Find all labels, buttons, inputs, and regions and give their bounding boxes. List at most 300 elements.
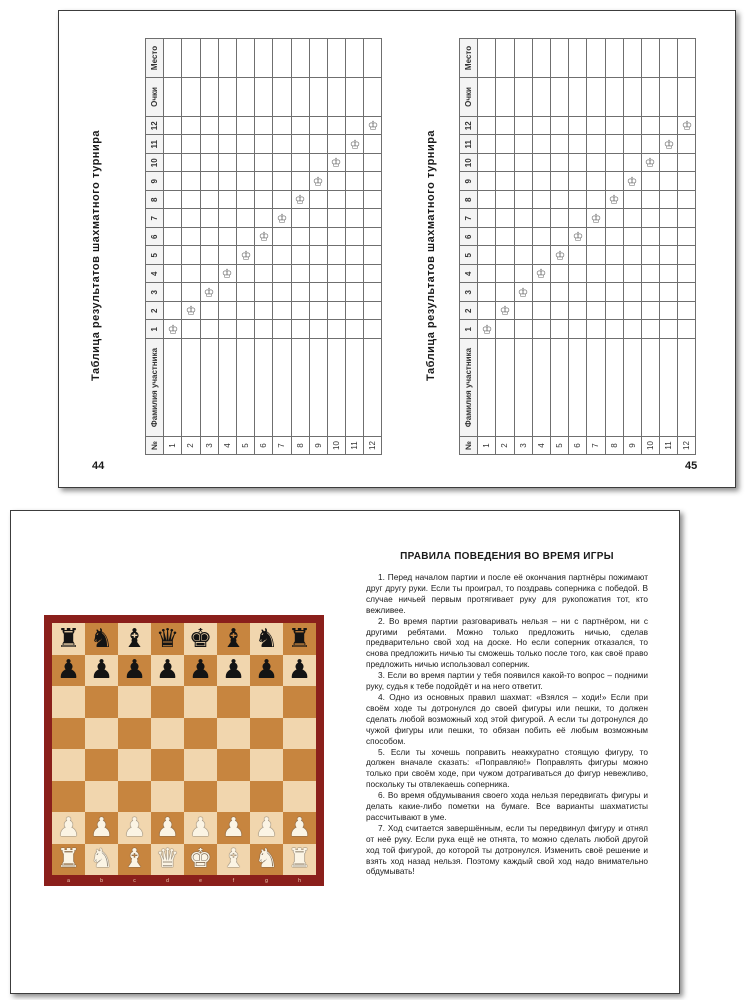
result-cell	[236, 320, 254, 339]
header-round: 1	[146, 320, 164, 339]
black-rook-icon: ♜	[56, 623, 81, 654]
result-cell	[327, 283, 345, 302]
black-pawn-icon: ♟	[221, 655, 246, 686]
result-cell	[346, 246, 364, 265]
result-cell	[478, 228, 496, 247]
result-cell	[218, 117, 236, 136]
result-cell	[550, 209, 568, 228]
result-cell	[182, 191, 200, 210]
result-cell	[678, 154, 696, 173]
result-cell	[605, 154, 623, 173]
board-square	[283, 655, 316, 687]
white-king-icon: ♔	[312, 174, 324, 189]
board-square	[283, 623, 316, 655]
result-cell	[273, 172, 291, 191]
result-cell	[364, 228, 382, 247]
result-cell	[327, 117, 345, 136]
surname-cell	[273, 339, 291, 437]
white-king-icon: ♔	[331, 155, 342, 170]
surname-cell	[164, 339, 182, 437]
result-cell	[478, 117, 496, 136]
row-number: 3	[200, 437, 218, 455]
result-cell	[273, 283, 291, 302]
result-cell	[660, 191, 678, 210]
header-round: 6	[460, 228, 478, 247]
result-cell	[660, 302, 678, 321]
white-king-icon: ♔	[499, 303, 511, 318]
place-cell	[182, 39, 200, 78]
board-square	[184, 781, 217, 813]
white-pawn-icon: ♟	[89, 812, 114, 843]
place-cell	[364, 39, 382, 78]
place-cell	[291, 39, 309, 78]
row-number: 6	[569, 437, 587, 455]
top-page-spread	[58, 10, 736, 488]
result-cell	[236, 154, 254, 173]
result-cell	[587, 246, 605, 265]
white-bishop-icon: ♝	[221, 844, 246, 875]
result-cell	[200, 154, 218, 173]
white-rook-icon: ♜	[287, 844, 312, 875]
result-cell	[532, 135, 550, 154]
result-cell	[182, 265, 200, 284]
table-row	[200, 39, 218, 455]
white-king-icon: ♚	[188, 844, 213, 875]
diagonal-cell	[587, 209, 605, 228]
result-cell	[532, 154, 550, 173]
result-cell	[309, 283, 327, 302]
black-pawn-icon: ♟	[56, 655, 81, 686]
result-cell	[623, 320, 641, 339]
board-square	[151, 655, 184, 687]
result-cell	[587, 283, 605, 302]
white-king-icon: ♔	[240, 248, 251, 263]
points-cell	[164, 78, 182, 117]
rule-paragraph: 3. Если во время партии у тебя появился какой-то вопрос – подними руку, судья к тебе подойдёт и на него ответит.	[366, 670, 648, 692]
result-cell	[164, 172, 182, 191]
board-square	[283, 781, 316, 813]
result-cell	[273, 117, 291, 136]
result-cell	[641, 172, 659, 191]
table-row	[309, 39, 327, 455]
board-square	[250, 655, 283, 687]
board-square	[151, 781, 184, 813]
board-square	[250, 781, 283, 813]
result-cell	[218, 228, 236, 247]
board-square	[151, 623, 184, 655]
table-row	[623, 39, 641, 455]
white-king-icon: ♔	[535, 266, 547, 281]
board-square	[283, 812, 316, 844]
white-king-icon: ♔	[663, 137, 675, 152]
result-cell	[478, 283, 496, 302]
white-queen-icon: ♛	[155, 844, 180, 875]
result-cell	[164, 283, 182, 302]
result-cell	[514, 191, 532, 210]
table-row	[218, 39, 236, 455]
result-cell	[200, 265, 218, 284]
place-cell	[236, 39, 254, 78]
result-cell	[532, 209, 550, 228]
result-cell	[273, 320, 291, 339]
diagonal-cell	[327, 154, 345, 173]
white-king-icon: ♔	[590, 211, 602, 226]
chessboard	[44, 615, 324, 886]
diagonal-cell	[182, 302, 200, 321]
result-cell	[182, 283, 200, 302]
result-cell	[327, 265, 345, 284]
header-points: Очки	[146, 78, 164, 117]
result-cell	[514, 265, 532, 284]
board-square	[250, 844, 283, 876]
result-cell	[327, 209, 345, 228]
result-cell	[569, 209, 587, 228]
board-square	[151, 844, 184, 876]
white-pawn-icon: ♟	[221, 812, 246, 843]
result-cell	[514, 117, 532, 136]
header-round: 11	[146, 135, 164, 154]
result-cell	[587, 172, 605, 191]
file-label: e	[199, 878, 202, 884]
result-cell	[605, 135, 623, 154]
result-cell	[346, 117, 364, 136]
header-place: Место	[460, 39, 478, 78]
result-cell	[623, 209, 641, 228]
place-cell	[218, 39, 236, 78]
result-cell	[514, 228, 532, 247]
result-cell	[478, 209, 496, 228]
result-cell	[569, 154, 587, 173]
result-cell	[218, 246, 236, 265]
header-round: 4	[460, 265, 478, 284]
result-cell	[478, 191, 496, 210]
points-cell	[309, 78, 327, 117]
result-cell	[200, 209, 218, 228]
board-square	[217, 718, 250, 750]
result-cell	[587, 265, 605, 284]
white-king-icon: ♔	[221, 266, 233, 281]
result-cell	[346, 265, 364, 284]
diagonal-cell	[309, 172, 327, 191]
surname-cell	[623, 339, 641, 437]
surname-cell	[346, 339, 364, 437]
table-row	[514, 39, 532, 455]
result-cell	[605, 246, 623, 265]
result-cell	[587, 154, 605, 173]
table-row	[182, 39, 200, 455]
table-row	[496, 39, 514, 455]
result-cell	[532, 320, 550, 339]
result-cell	[291, 246, 309, 265]
result-cell	[514, 172, 532, 191]
white-king-icon: ♔	[276, 211, 288, 226]
result-cell	[164, 154, 182, 173]
chessboard-squares	[52, 623, 316, 875]
result-cell	[569, 172, 587, 191]
row-number: 10	[327, 437, 345, 455]
result-cell	[255, 154, 273, 173]
black-rook-icon: ♜	[287, 623, 312, 654]
board-square	[250, 749, 283, 781]
result-cell	[641, 265, 659, 284]
diagonal-cell	[200, 283, 218, 302]
result-cell	[514, 209, 532, 228]
row-number: 7	[273, 437, 291, 455]
white-pawn-icon: ♟	[287, 812, 312, 843]
result-cell	[164, 191, 182, 210]
result-cell	[641, 302, 659, 321]
white-king-icon: ♔	[626, 174, 638, 189]
black-pawn-icon: ♟	[287, 655, 312, 686]
diagonal-cell	[532, 265, 550, 284]
diagonal-cell	[255, 228, 273, 247]
black-pawn-icon: ♟	[89, 655, 114, 686]
file-label: g	[265, 878, 268, 884]
board-square	[217, 844, 250, 876]
result-cell	[641, 320, 659, 339]
board-square	[118, 781, 151, 813]
diagonal-cell	[678, 117, 696, 136]
diagonal-cell	[291, 191, 309, 210]
result-cell	[532, 283, 550, 302]
table-row	[605, 39, 623, 455]
result-cell	[660, 154, 678, 173]
surname-cell	[587, 339, 605, 437]
row-number: 8	[291, 437, 309, 455]
result-cell	[641, 209, 659, 228]
result-cell	[309, 302, 327, 321]
row-number: 2	[496, 437, 514, 455]
result-cell	[346, 191, 364, 210]
board-square	[85, 655, 118, 687]
result-cell	[569, 320, 587, 339]
result-cell	[236, 228, 254, 247]
board-square	[52, 812, 85, 844]
place-cell	[605, 39, 623, 78]
place-cell	[587, 39, 605, 78]
result-cell	[496, 117, 514, 136]
white-king-icon: ♔	[294, 192, 306, 207]
result-cell	[605, 228, 623, 247]
result-cell	[478, 302, 496, 321]
surname-cell	[200, 339, 218, 437]
result-cell	[236, 172, 254, 191]
result-cell	[587, 191, 605, 210]
result-cell	[605, 320, 623, 339]
result-cell	[200, 191, 218, 210]
result-cell	[346, 172, 364, 191]
points-cell	[641, 78, 659, 117]
points-cell	[550, 78, 568, 117]
table-row	[641, 39, 659, 455]
diagonal-cell	[346, 135, 364, 154]
result-cell	[327, 172, 345, 191]
file-label: c	[133, 878, 136, 884]
white-king-icon: ♔	[681, 118, 693, 133]
board-square	[52, 781, 85, 813]
result-cell	[236, 283, 254, 302]
board-square	[52, 749, 85, 781]
result-cell	[346, 228, 364, 247]
result-cell	[164, 302, 182, 321]
result-cell	[291, 172, 309, 191]
diagonal-cell	[605, 191, 623, 210]
result-cell	[182, 135, 200, 154]
board-square	[52, 844, 85, 876]
result-cell	[678, 302, 696, 321]
white-king-icon: ♔	[258, 229, 270, 244]
board-square	[250, 812, 283, 844]
result-cell	[346, 154, 364, 173]
result-cell	[678, 228, 696, 247]
white-knight-icon: ♞	[89, 844, 114, 875]
white-pawn-icon: ♟	[254, 812, 279, 843]
diagonal-cell	[550, 246, 568, 265]
board-square	[151, 686, 184, 718]
result-cell	[309, 265, 327, 284]
result-cell	[200, 135, 218, 154]
header-round: 8	[146, 191, 164, 210]
points-cell	[327, 78, 345, 117]
result-cell	[550, 117, 568, 136]
result-cell	[496, 209, 514, 228]
board-square	[52, 623, 85, 655]
right-results-table	[459, 38, 696, 455]
result-cell	[273, 246, 291, 265]
diagonal-cell	[478, 320, 496, 339]
table-row	[236, 39, 254, 455]
header-round: 9	[146, 172, 164, 191]
rules-title: ПРАВИЛА ПОВЕДЕНИЯ ВО ВРЕМЯ ИГРЫ	[400, 551, 614, 562]
result-cell	[182, 320, 200, 339]
result-cell	[273, 135, 291, 154]
result-cell	[255, 117, 273, 136]
result-cell	[291, 117, 309, 136]
result-cell	[569, 117, 587, 136]
table-row	[678, 39, 696, 455]
result-cell	[255, 135, 273, 154]
header-round: 7	[460, 209, 478, 228]
result-cell	[346, 283, 364, 302]
header-round: 3	[460, 283, 478, 302]
header-round: 12	[146, 117, 164, 136]
left-results-table	[145, 38, 382, 455]
board-square	[184, 749, 217, 781]
result-cell	[236, 191, 254, 210]
result-cell	[327, 320, 345, 339]
diagonal-cell	[496, 302, 514, 321]
result-cell	[569, 191, 587, 210]
result-cell	[550, 265, 568, 284]
result-cell	[514, 135, 532, 154]
result-cell	[218, 320, 236, 339]
black-bishop-icon: ♝	[122, 623, 147, 654]
points-cell	[569, 78, 587, 117]
black-knight-icon: ♞	[89, 623, 114, 654]
surname-cell	[309, 339, 327, 437]
header-number: №	[146, 437, 164, 455]
board-square	[85, 686, 118, 718]
result-cell	[623, 135, 641, 154]
result-cell	[273, 265, 291, 284]
points-cell	[532, 78, 550, 117]
rules-section	[366, 551, 648, 877]
result-cell	[587, 228, 605, 247]
white-pawn-icon: ♟	[155, 812, 180, 843]
result-cell	[200, 302, 218, 321]
result-cell	[569, 265, 587, 284]
row-number: 12	[364, 437, 382, 455]
result-cell	[641, 246, 659, 265]
table-row	[273, 39, 291, 455]
surname-cell	[364, 339, 382, 437]
result-cell	[218, 209, 236, 228]
black-knight-icon: ♞	[254, 623, 279, 654]
file-label: f	[232, 878, 235, 884]
place-cell	[478, 39, 496, 78]
points-cell	[364, 78, 382, 117]
white-king-icon: ♔	[185, 303, 197, 318]
surname-cell	[182, 339, 200, 437]
header-round: 9	[460, 172, 478, 191]
result-cell	[569, 283, 587, 302]
row-number: 10	[641, 437, 659, 455]
board-square	[151, 718, 184, 750]
result-cell	[164, 265, 182, 284]
file-label: b	[100, 878, 103, 884]
board-square	[250, 623, 283, 655]
result-cell	[550, 228, 568, 247]
result-cell	[496, 172, 514, 191]
result-cell	[236, 135, 254, 154]
board-square	[118, 686, 151, 718]
board-square	[217, 812, 250, 844]
result-cell	[291, 265, 309, 284]
result-cell	[532, 302, 550, 321]
header-surname: Фамилия участника	[460, 339, 478, 437]
header-points: Очки	[460, 78, 478, 117]
board-square	[217, 655, 250, 687]
diagonal-cell	[641, 154, 659, 173]
table-row	[478, 39, 496, 455]
points-cell	[200, 78, 218, 117]
header-round: 2	[460, 302, 478, 321]
points-cell	[514, 78, 532, 117]
result-cell	[309, 228, 327, 247]
result-cell	[164, 209, 182, 228]
result-cell	[496, 135, 514, 154]
place-cell	[496, 39, 514, 78]
board-square	[118, 655, 151, 687]
white-king-icon: ♔	[167, 322, 179, 337]
white-king-icon: ♔	[481, 322, 493, 337]
rule-paragraph: 7. Ход считается завершённым, если ты передвинул фигуру и отнял от неё руку. Если рука ещё не отнята, то можно сделать любой другой ход той фигурой, до которой ты дотронулся. Изменить своё решение и взять ход назад нельзя. Поэтому каждый свой ход надо внимательно обдумывать!	[366, 822, 648, 877]
white-king-icon: ♔	[645, 155, 656, 170]
place-cell	[164, 39, 182, 78]
result-cell	[496, 283, 514, 302]
header-round: 2	[146, 302, 164, 321]
points-cell	[605, 78, 623, 117]
place-cell	[532, 39, 550, 78]
table-row	[327, 39, 345, 455]
result-cell	[605, 209, 623, 228]
result-cell	[218, 302, 236, 321]
result-cell	[273, 154, 291, 173]
result-cell	[255, 172, 273, 191]
result-cell	[182, 154, 200, 173]
surname-cell	[605, 339, 623, 437]
board-square	[250, 686, 283, 718]
